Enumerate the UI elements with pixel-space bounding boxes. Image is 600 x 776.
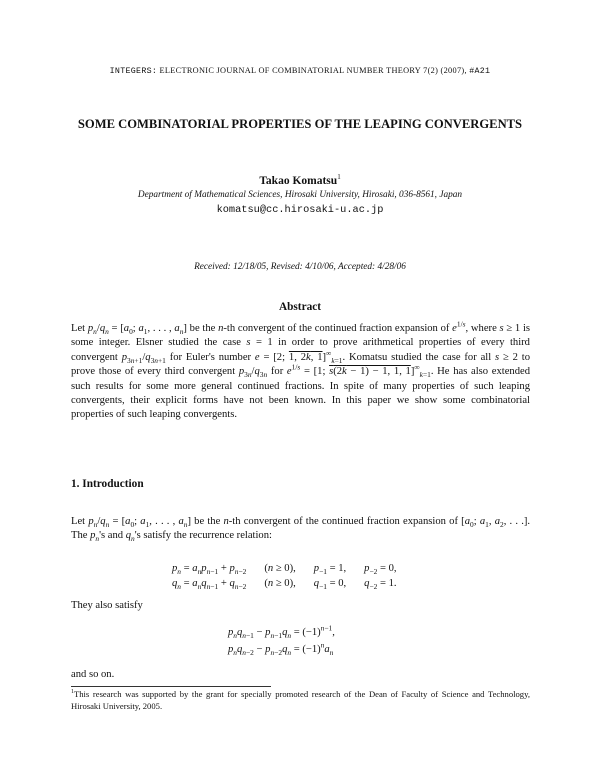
recurrence-equation-p: $p_n = a_np_{n-1} + p_{n-2}$ (n ≥ 0), $p_{-1} = 1$, $p_{-2} = 0$, — [172, 563, 397, 577]
running-head-prefix: INTEGERS: — [109, 67, 158, 76]
author — [0, 175, 600, 187]
recurrence-equation-q: $q_n = a_nq_{n-1} + q_{n-2}$ (n ≥ 0), $q_{-1} = 0$, $q_{-2} = 1$. — [172, 578, 397, 592]
abstract-heading: Abstract — [278, 301, 322, 313]
footnote — [71, 689, 530, 712]
abstract-body: Let $p_n/q_n = [a_0$; $a_1$, . . . , $a_n$] be the n-th convergent of the continued fraction expansion of $e^{1/s}$, where s ≥ 1 is some integer. Elsner studied the case s = 1 in order to prove arithmetical properties of every third convergent $p_{3n+1}/q_{3n+1}$ for Euler's number e = [2; 1, 2k, $1]^\infty_{k=1}$. Komatsu studied the case for all s ≥ 2 to prove those of every third convergent $p_{3n}/q_{3n}$ for $e^{1/s} = [1$; s(2k − 1) − 1, 1, $1]^\infty_{k=1}$. He has also extended such results for some more general continued fractions. In spite of many properties of such leaping convergents, their explicit forms have not been known. In this paper we show some combinatorial properties of such leaping convergents. — [71, 319, 531, 421]
author-footnote-mark: 1 — [337, 173, 341, 182]
running-head-article: #A21 — [469, 67, 491, 76]
submission-dates: Received: 12/18/05, Revised: 4/10/06, Accepted: 4/28/06 — [194, 262, 406, 272]
section-heading-introduction: 1. Introduction — [71, 478, 144, 490]
footnote-mark: 1 — [71, 689, 74, 696]
identity-equation-1: $p_nq_{n-1} - p_{n-1}q_n = (-1)^{n-1}$, — [228, 623, 335, 641]
footnote-rule — [71, 686, 271, 687]
footnote-text: This research was supported by the grant for specially promoted research of the Dean of Faculty of Science and Technology, Hirosaki University, 2005. — [71, 689, 530, 711]
running-head — [0, 66, 600, 76]
running-head-journal: ELECTRONIC JOURNAL OF COMBINATORIAL NUMBER THEORY 7(2) (2007), — [159, 66, 467, 75]
author-name: Takao Komatsu — [259, 175, 338, 187]
also-satisfy-text: They also satisfy — [71, 600, 143, 611]
and-so-on-text: and so on. — [71, 669, 115, 680]
identity-equation-2: $p_nq_{n-2} - p_{n-2}q_n = (-1)^na_n$ — [228, 640, 334, 658]
author-email[interactable]: komatsu@cc.hirosaki-u.ac.jp — [216, 204, 384, 216]
introduction-paragraph: Let $p_n/q_n = [a_0$; $a_1$, . . . , $a_n$] be the n-th convergent of the continued fraction expansion of [$a_0$; $a_1$, $a_2$, . . .]. The $p_n's$ and $q_n's$ satisfy the recurrence relation: — [71, 516, 531, 544]
paper-title: SOME COMBINATORIAL PROPERTIES OF THE LEAPING CONVERGENTS — [77, 117, 523, 131]
affiliation: Department of Mathematical Sciences, Hirosaki University, Hirosaki, 036-8561, Japan — [137, 190, 463, 200]
